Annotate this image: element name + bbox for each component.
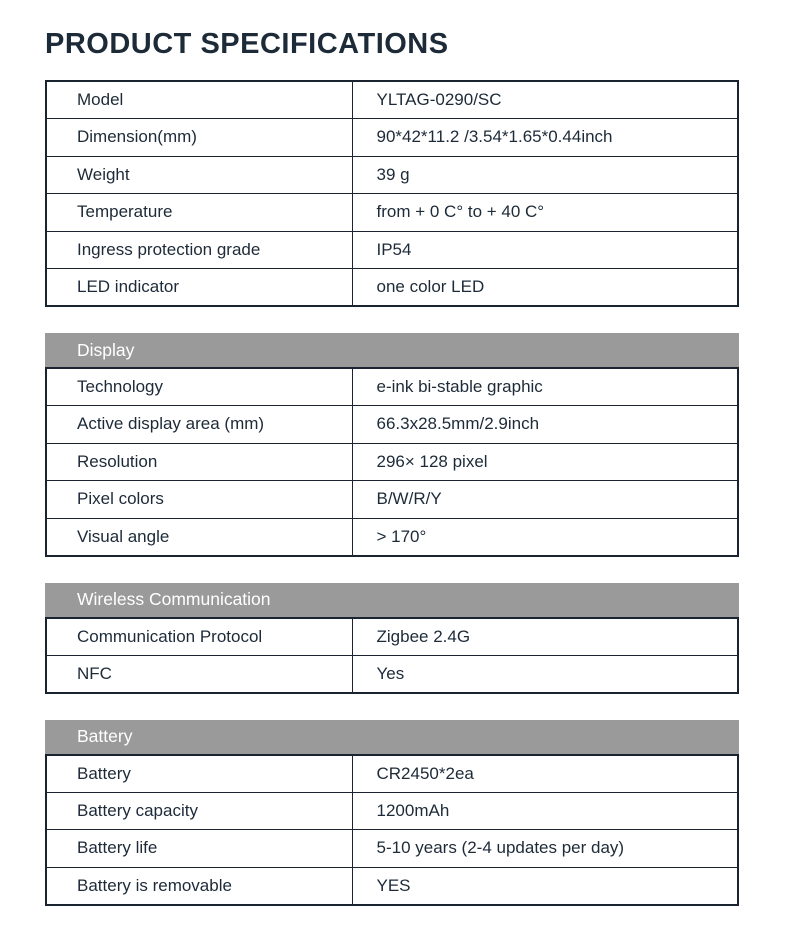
spec-value: B/W/R/Y: [352, 481, 738, 519]
spec-sections: [45, 80, 739, 906]
spec-value: Yes: [352, 655, 738, 693]
table-row: [46, 231, 738, 269]
table-row: [46, 119, 738, 157]
spec-value: 5-10 years (2-4 updates per day): [352, 830, 738, 868]
spec-value: 296× 128 pixel: [352, 443, 738, 481]
spec-value: from + 0 C° to + 40 C°: [352, 194, 738, 232]
section-header: [45, 720, 739, 754]
section-header: [45, 583, 739, 617]
table-row: [46, 618, 738, 656]
section-header-label: Display: [77, 339, 135, 360]
page-title: PRODUCT SPECIFICATIONS: [45, 28, 449, 60]
spec-label: Temperature: [46, 194, 352, 232]
spec-label: Active display area (mm): [46, 406, 352, 444]
spec-section: [45, 720, 739, 906]
spec-label: Model: [46, 81, 352, 119]
table-row: [46, 755, 738, 793]
spec-label: NFC: [46, 655, 352, 693]
spec-label: Visual angle: [46, 518, 352, 556]
table-row: [46, 830, 738, 868]
section-header-label: Battery: [77, 726, 133, 746]
spec-value: YES: [352, 867, 738, 905]
spec-table: [45, 80, 739, 307]
spec-label: Battery life: [46, 830, 352, 868]
spec-table: [45, 367, 739, 557]
spec-label: Dimension(mm): [46, 119, 352, 157]
spec-section: [45, 80, 739, 307]
spec-label: Resolution: [46, 443, 352, 481]
spec-value: one color LED: [352, 269, 738, 307]
table-row: [46, 81, 738, 119]
spec-value: 90*42*11.2 /3.54*1.65*0.44inch: [352, 119, 738, 157]
spec-value: > 170°: [352, 518, 738, 556]
spec-value: IP54: [352, 231, 738, 269]
spec-table: [45, 754, 739, 906]
table-row: [46, 792, 738, 830]
spec-label: LED indicator: [46, 269, 352, 307]
table-row: [46, 156, 738, 194]
table-row: [46, 194, 738, 232]
spec-section: [45, 583, 739, 694]
spec-label: Technology: [46, 368, 352, 406]
spec-value: 66.3x28.5mm/2.9inch: [352, 406, 738, 444]
spec-label: Battery capacity: [46, 792, 352, 830]
spec-value: 39 g: [352, 156, 738, 194]
spec-value: e-ink bi-stable graphic: [352, 368, 738, 406]
table-row: [46, 406, 738, 444]
table-row: [46, 518, 738, 556]
spec-label: Pixel colors: [46, 481, 352, 519]
table-row: [46, 655, 738, 693]
spec-label: Communication Protocol: [46, 618, 352, 656]
spec-label: Ingress protection grade: [46, 231, 352, 269]
spec-section: [45, 333, 739, 557]
table-row: [46, 481, 738, 519]
spec-table: [45, 617, 739, 694]
section-header: [45, 333, 739, 367]
table-row: [46, 368, 738, 406]
spec-label: Weight: [46, 156, 352, 194]
spec-label: Battery: [46, 755, 352, 793]
spec-label: Battery is removable: [46, 867, 352, 905]
spec-value: CR2450*2ea: [352, 755, 738, 793]
table-row: [46, 443, 738, 481]
table-row: [46, 867, 738, 905]
section-header-label: Wireless Communication: [77, 589, 271, 609]
spec-value: 1200mAh: [352, 792, 738, 830]
spec-value: YLTAG-0290/SC: [352, 81, 738, 119]
spec-value: Zigbee 2.4G: [352, 618, 738, 656]
table-row: [46, 269, 738, 307]
